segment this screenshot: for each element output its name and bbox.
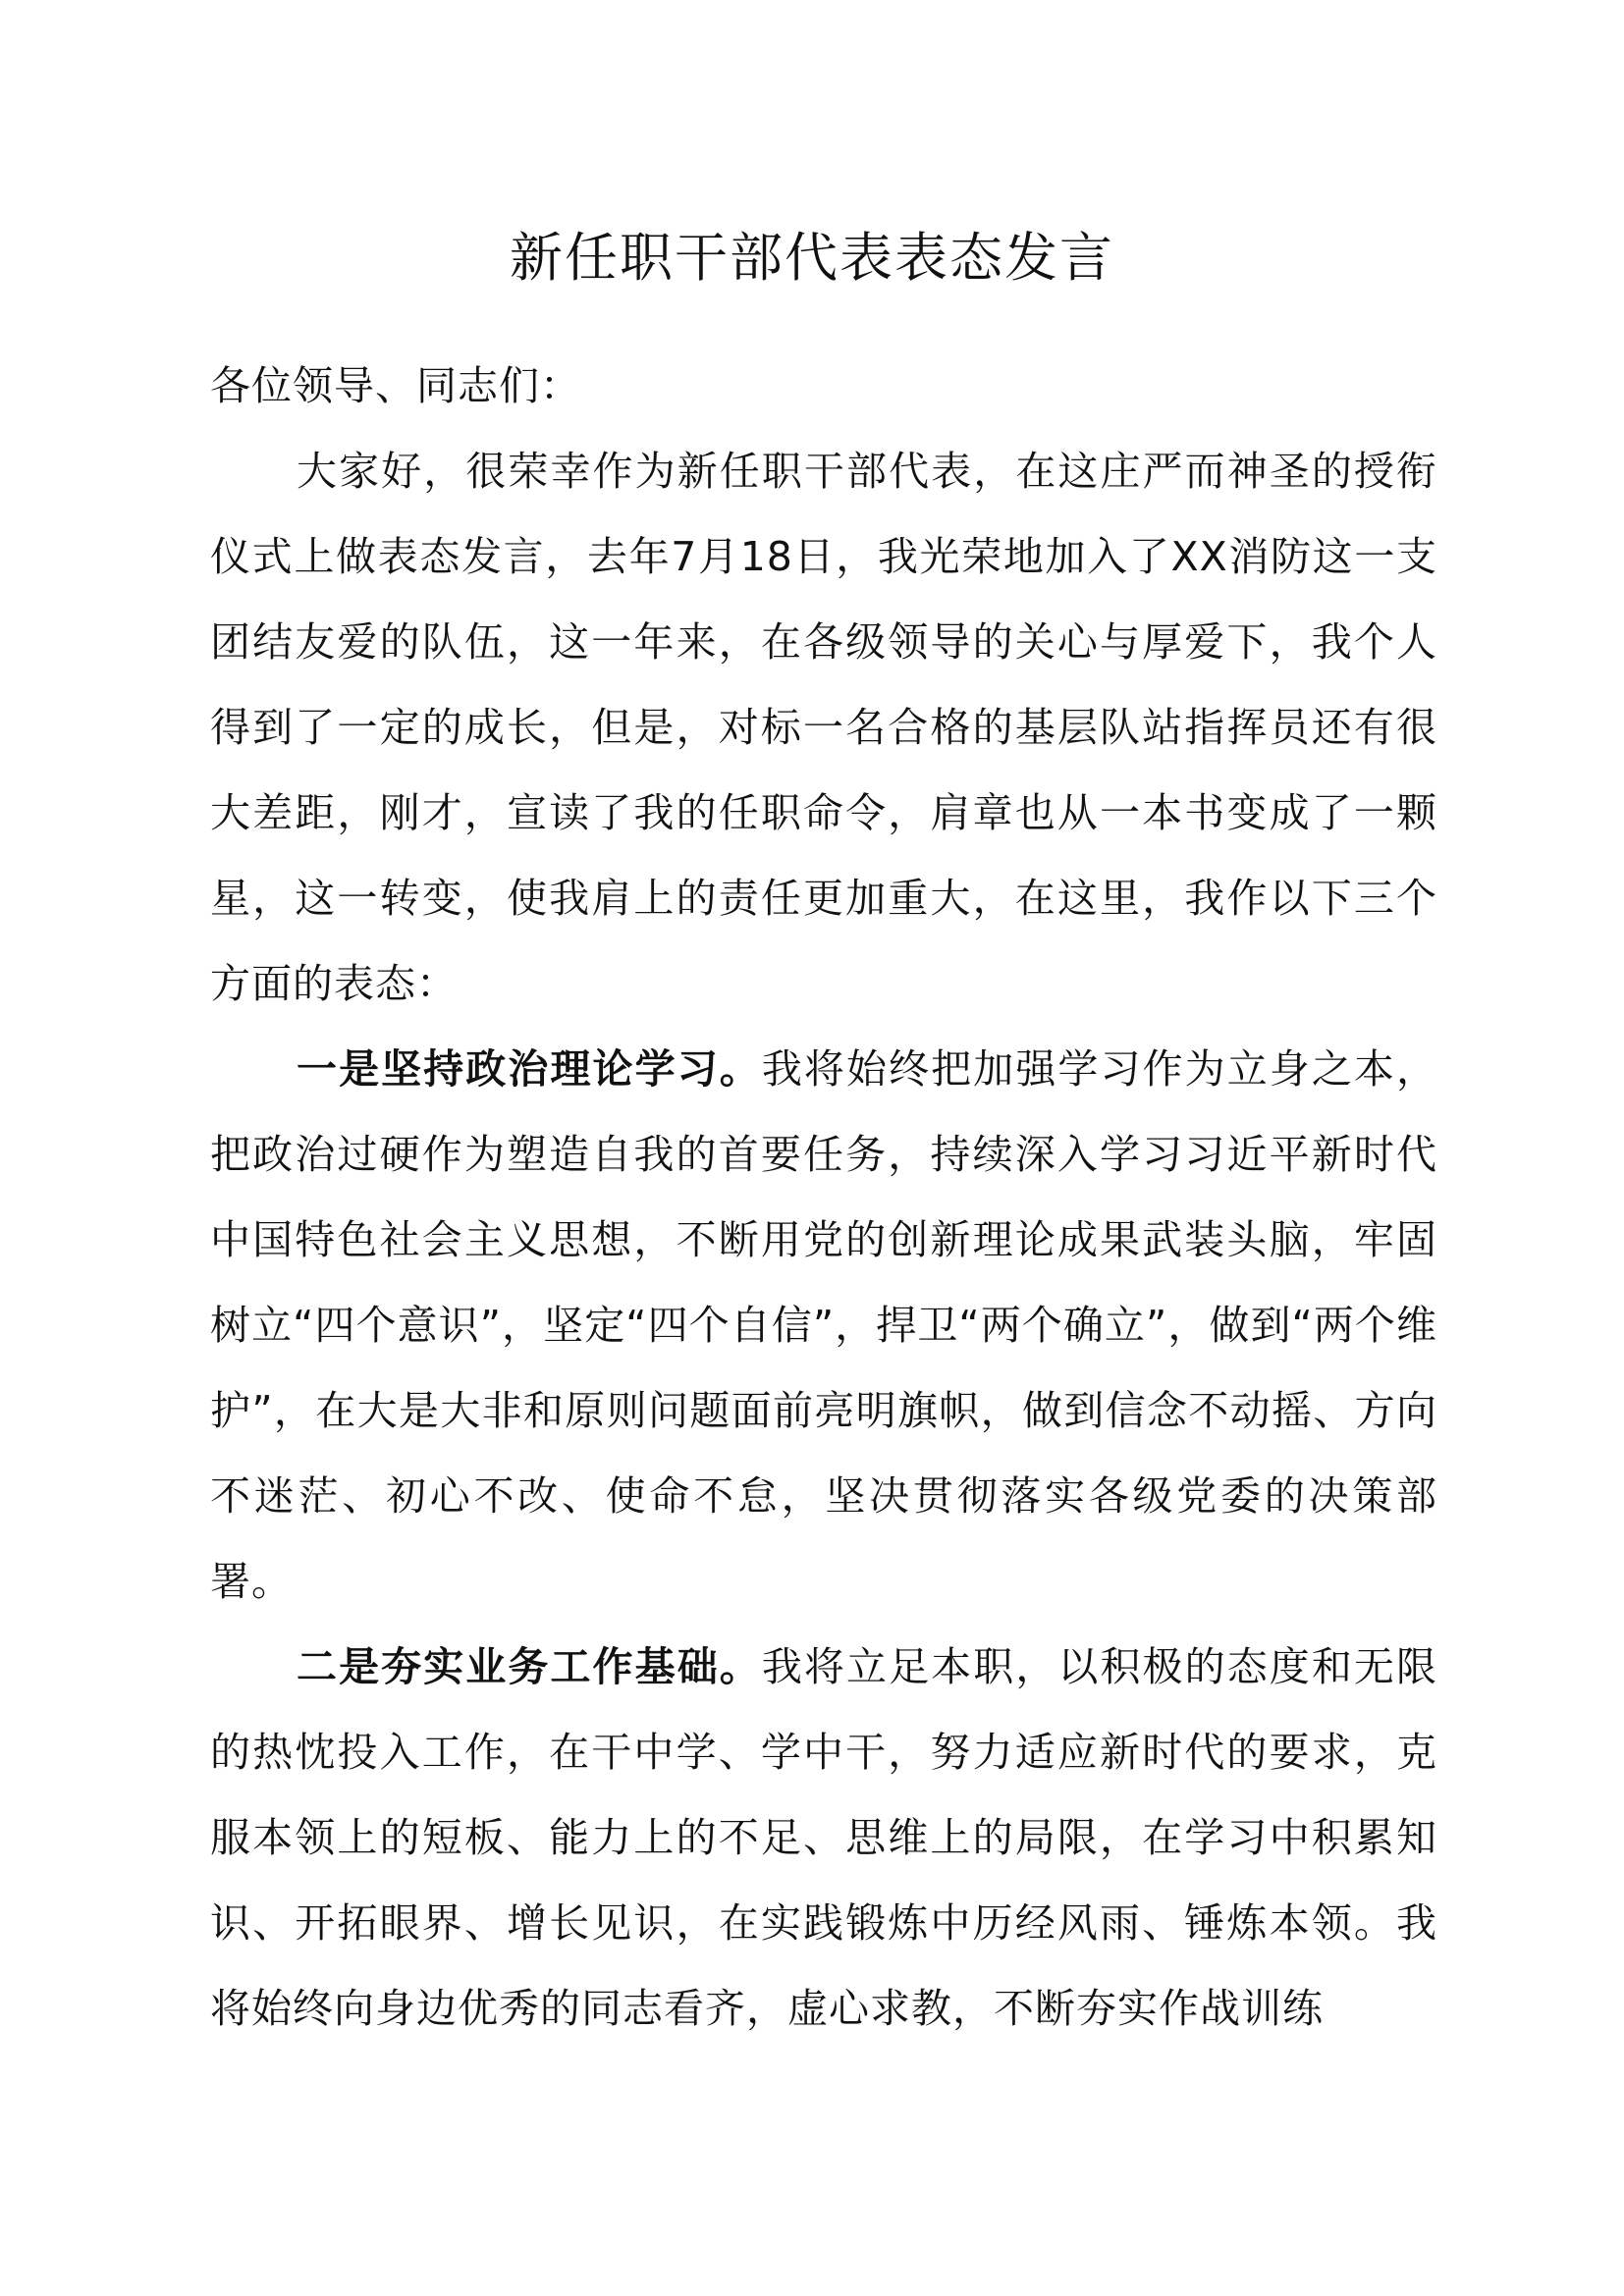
- section-paragraph-2: [210, 1625, 1437, 2052]
- salutation: 各位领导、同志们：: [210, 362, 581, 409]
- section-lead-2: 二是夯实业务工作基础。: [297, 1643, 762, 1690]
- section-lead-1: 一是坚持政治理论学习。: [297, 1045, 762, 1093]
- section-text-1: 我将始终把加强学习作为立身之本，把政治过硬作为塑造自我的首要任务，持续深入学习习近平新时代中国特色社会主义思想，不断用党的创新理论成果武装头脑，牢固树立“四个意识”，坚定“四个自信”，捍卫“两个确立”，做到“两个维护”，在大是大非和原则问题面前亮明旗帜，做到信念不动摇、方向不迷茫、初心不改、使命不怠，坚决贯彻落实各级党委的决策部署。: [210, 1045, 1438, 1605]
- document-body: [210, 344, 1437, 2052]
- section-paragraph-1: [210, 1027, 1437, 1625]
- intro-paragraph: 大家好，很荣幸作为新任职干部代表，在这庄严而神圣的授衔仪式上做表态发言，去年7月18日，我光荣地加入了XX消防这一支团结友爱的队伍，这一年来，在各级领导的关心与厚爱下，我个人得到了一定的成长，但是，对标一名合格的基层队站指挥员还有很大差距，刚才，宣读了我的任职命令，肩章也从一本书变成了一颗星，这一转变，使我肩上的责任更加重大，在这里，我作以下三个方面的表态：: [210, 448, 1437, 1007]
- section-text-2: 我将立足本职，以积极的态度和无限的热忱投入工作，在干中学、学中干，努力适应新时代的要求，克服本领上的短板、能力上的不足、思维上的局限，在学习中积累知识、开拓眼界、增长见识，在实践锻炼中历经风雨、锤炼本领。我将始终向身边优秀的同志看齐，虚心求教，不断夯实作战训练: [210, 1643, 1438, 2032]
- document-title: 新任职干部代表表态发言: [510, 227, 1114, 289]
